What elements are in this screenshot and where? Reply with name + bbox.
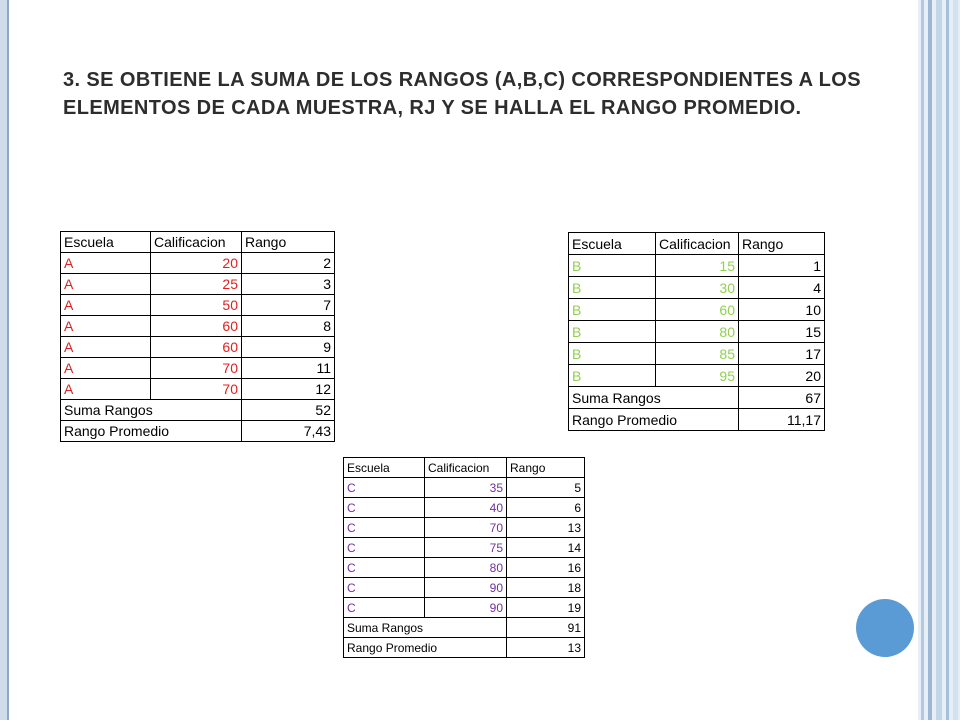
rango-promedio-label: Rango Promedio xyxy=(61,421,242,442)
suma-rangos-value: 52 xyxy=(242,400,335,421)
cell-calificacion: 15 xyxy=(656,255,739,277)
cell-escuela: B xyxy=(569,321,656,343)
table-row xyxy=(344,538,585,558)
cell-rango: 2 xyxy=(242,253,335,274)
cell-rango: 14 xyxy=(507,538,585,558)
table-row xyxy=(61,253,335,274)
ranking-table-c xyxy=(343,457,585,658)
cell-rango: 18 xyxy=(507,578,585,598)
cell-calificacion: 95 xyxy=(656,365,739,387)
table-row xyxy=(61,295,335,316)
cell-escuela: A xyxy=(61,316,151,337)
header-rango: Rango xyxy=(507,458,585,478)
rango-promedio-row xyxy=(569,409,825,431)
table-row xyxy=(344,478,585,498)
cell-escuela: A xyxy=(61,379,151,400)
rango-promedio-label: Rango Promedio xyxy=(344,638,507,658)
cell-calificacion: 60 xyxy=(656,299,739,321)
cell-rango: 9 xyxy=(242,337,335,358)
cell-escuela: B xyxy=(569,343,656,365)
header-calificacion: Calificacion xyxy=(656,233,739,255)
cell-escuela: B xyxy=(569,365,656,387)
table-row xyxy=(569,277,825,299)
cell-escuela: C xyxy=(344,558,425,578)
cell-rango: 10 xyxy=(739,299,825,321)
cell-calificacion: 60 xyxy=(151,316,242,337)
ranking-table-b xyxy=(568,232,825,431)
table-row xyxy=(61,379,335,400)
table-row xyxy=(61,274,335,295)
suma-rangos-value: 67 xyxy=(739,387,825,409)
cell-rango: 15 xyxy=(739,321,825,343)
rango-promedio-value: 13 xyxy=(507,638,585,658)
cell-escuela: A xyxy=(61,358,151,379)
cell-escuela: B xyxy=(569,299,656,321)
table-row xyxy=(569,299,825,321)
table-row xyxy=(569,343,825,365)
rango-promedio-label: Rango Promedio xyxy=(569,409,739,431)
cell-calificacion: 20 xyxy=(151,253,242,274)
cell-rango: 8 xyxy=(242,316,335,337)
cell-rango: 1 xyxy=(739,255,825,277)
cell-rango: 19 xyxy=(507,598,585,618)
ranking-table-a xyxy=(60,231,335,442)
rango-promedio-row xyxy=(61,421,335,442)
cell-rango: 12 xyxy=(242,379,335,400)
cell-calificacion: 70 xyxy=(151,358,242,379)
cell-calificacion: 90 xyxy=(425,578,507,598)
header-escuela: Escuela xyxy=(569,233,656,255)
rango-promedio-row xyxy=(344,638,585,658)
cell-rango: 17 xyxy=(739,343,825,365)
cell-rango: 7 xyxy=(242,295,335,316)
cell-rango: 3 xyxy=(242,274,335,295)
rango-promedio-value: 11,17 xyxy=(739,409,825,431)
slide-right-border xyxy=(918,0,960,720)
cell-escuela: A xyxy=(61,337,151,358)
cell-escuela: A xyxy=(61,253,151,274)
table-row xyxy=(61,316,335,337)
cell-calificacion: 85 xyxy=(656,343,739,365)
suma-rangos-label: Suma Rangos xyxy=(569,387,739,409)
header-escuela: Escuela xyxy=(344,458,425,478)
cell-calificacion: 75 xyxy=(425,538,507,558)
table-row xyxy=(344,518,585,538)
rango-promedio-value: 7,43 xyxy=(242,421,335,442)
table-row xyxy=(569,365,825,387)
suma-rangos-row xyxy=(569,387,825,409)
suma-rangos-row xyxy=(61,400,335,421)
cell-calificacion: 70 xyxy=(151,379,242,400)
header-calificacion: Calificacion xyxy=(151,232,242,253)
cell-rango: 20 xyxy=(739,365,825,387)
cell-escuela: A xyxy=(61,274,151,295)
header-calificacion: Calificacion xyxy=(425,458,507,478)
table-row xyxy=(569,321,825,343)
cell-escuela: C xyxy=(344,518,425,538)
cell-escuela: C xyxy=(344,598,425,618)
cell-escuela: C xyxy=(344,478,425,498)
table-row xyxy=(344,498,585,518)
slide-left-border xyxy=(0,0,7,720)
decorative-circle xyxy=(856,599,914,657)
cell-rango: 13 xyxy=(507,518,585,538)
cell-escuela: B xyxy=(569,255,656,277)
cell-calificacion: 25 xyxy=(151,274,242,295)
cell-escuela: C xyxy=(344,578,425,598)
cell-calificacion: 70 xyxy=(425,518,507,538)
cell-calificacion: 90 xyxy=(425,598,507,618)
cell-escuela: C xyxy=(344,498,425,518)
cell-escuela: C xyxy=(344,538,425,558)
cell-rango: 6 xyxy=(507,498,585,518)
suma-rangos-label: Suma Rangos xyxy=(61,400,242,421)
header-rango: Rango xyxy=(739,233,825,255)
table-row xyxy=(344,598,585,618)
cell-rango: 4 xyxy=(739,277,825,299)
cell-rango: 16 xyxy=(507,558,585,578)
suma-rangos-label: Suma Rangos xyxy=(344,618,507,638)
slide-title: 3. SE OBTIENE LA SUMA DE LOS RANGOS (A,B,C) CORRESPONDIENTES A LOS ELEMENTOS DE CADA MUESTRA, RJ Y SE HALLA EL RANGO PROMEDIO. xyxy=(63,69,861,119)
table-row xyxy=(61,358,335,379)
table-row xyxy=(344,578,585,598)
table-header-row xyxy=(344,458,585,478)
cell-calificacion: 50 xyxy=(151,295,242,316)
cell-calificacion: 60 xyxy=(151,337,242,358)
cell-escuela: A xyxy=(61,295,151,316)
header-escuela: Escuela xyxy=(61,232,151,253)
suma-rangos-value: 91 xyxy=(507,618,585,638)
cell-calificacion: 80 xyxy=(425,558,507,578)
cell-calificacion: 40 xyxy=(425,498,507,518)
cell-calificacion: 35 xyxy=(425,478,507,498)
cell-calificacion: 30 xyxy=(656,277,739,299)
table-row xyxy=(61,337,335,358)
suma-rangos-row xyxy=(344,618,585,638)
table-header-row xyxy=(61,232,335,253)
cell-rango: 5 xyxy=(507,478,585,498)
cell-rango: 11 xyxy=(242,358,335,379)
header-rango: Rango xyxy=(242,232,335,253)
table-header-row xyxy=(569,233,825,255)
table-row xyxy=(569,255,825,277)
cell-escuela: B xyxy=(569,277,656,299)
table-row xyxy=(344,558,585,578)
cell-calificacion: 80 xyxy=(656,321,739,343)
